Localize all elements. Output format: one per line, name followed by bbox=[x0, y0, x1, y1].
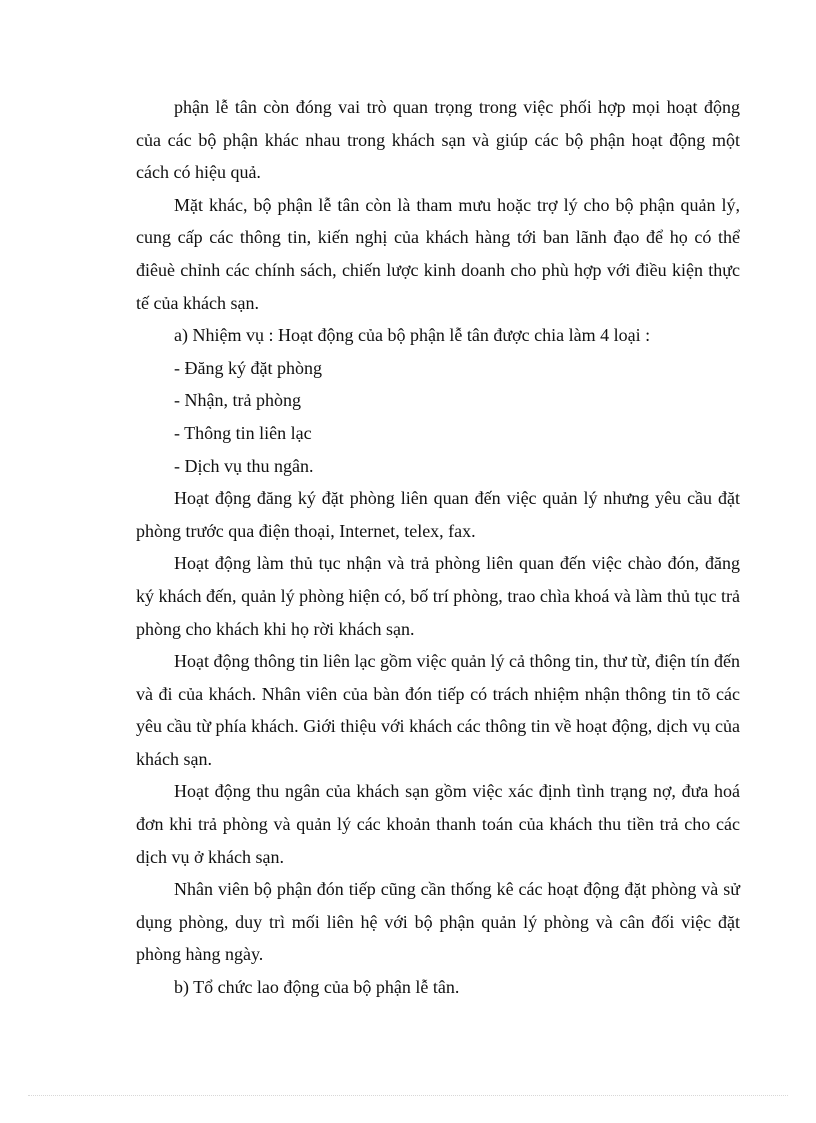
list-item-communication: - Thông tin liên lạc bbox=[174, 422, 312, 443]
section-heading-organization: b) Tổ chức lao động của bộ phận lễ tân. bbox=[174, 977, 460, 998]
paragraph-tasks-heading: a) Nhiệm vụ : Hoạt động của bộ phận lễ tân được chia làm 4 loại : bbox=[174, 325, 651, 346]
paragraph-staff-statistics: Nhân viên bộ phận đón tiếp cũng cần thống kê các hoạt động đặt phòng và sử dụng phòng, duy trì mối liên hệ với bộ phận quản lý phòng và cân đối việc đặt phòng hàng ngày. bbox=[136, 879, 740, 965]
page-footer-divider bbox=[28, 1095, 788, 1096]
paragraph-reception-role: phận lễ tân còn đóng vai trò quan trọng trong việc phối hợp mọi hoạt động của các bộ phận khác nhau trong khách sạn và giúp các bộ phận hoạt động một cách có hiệu quả. bbox=[136, 97, 740, 183]
paragraph-advisory-role: Mặt khác, bộ phận lễ tân còn là tham mưu hoặc trợ lý cho bộ phận quản lý, cung cấp các thông tin, kiến nghị của khách hàng tới ban lãnh đạo để họ có thể điêuè chỉnh các chính sách, chiến lược kinh doanh cho phù hợp với điều kiện thực tế của khách sạn. bbox=[136, 194, 740, 313]
paragraph-booking-activity: Hoạt động đăng ký đặt phòng liên quan đến việc quản lý nhưng yêu cầu đặt phòng trước qua điện thoại, Internet, telex, fax. bbox=[136, 488, 740, 541]
paragraph-cashier-activity: Hoạt động thu ngân của khách sạn gồm việc xác định tình trạng nợ, đưa hoá đơn khi trả phòng và quản lý các khoản thanh toán của khách thu tiền trả cho các dịch vụ ở khách sạn. bbox=[136, 781, 740, 867]
paragraph-check-in-out-activity: Hoạt động làm thủ tục nhận và trả phòng liên quan đến việc chào đón, đăng ký khách đến, quản lý phòng hiện có, bố trí phòng, trao chìa khoá và làm thủ tục trả phòng cho khách khi họ rời khách sạn. bbox=[136, 553, 740, 639]
list-item-cashier: - Dịch vụ thu ngân. bbox=[174, 455, 314, 476]
document-page bbox=[136, 91, 740, 1004]
list-item-booking: - Đăng ký đặt phòng bbox=[174, 357, 322, 378]
paragraph-communication-activity: Hoạt động thông tin liên lạc gồm việc quản lý cả thông tin, thư từ, điện tín đến và đi của khách. Nhân viên của bàn đón tiếp có trách nhiệm nhận thông tin tõ các yêu cầu từ phía khách. Giới thiệu với khách các thông tin về hoạt động, dịch vụ của khách sạn. bbox=[136, 651, 740, 769]
list-item-check-in-out: - Nhận, trả phòng bbox=[174, 390, 301, 411]
